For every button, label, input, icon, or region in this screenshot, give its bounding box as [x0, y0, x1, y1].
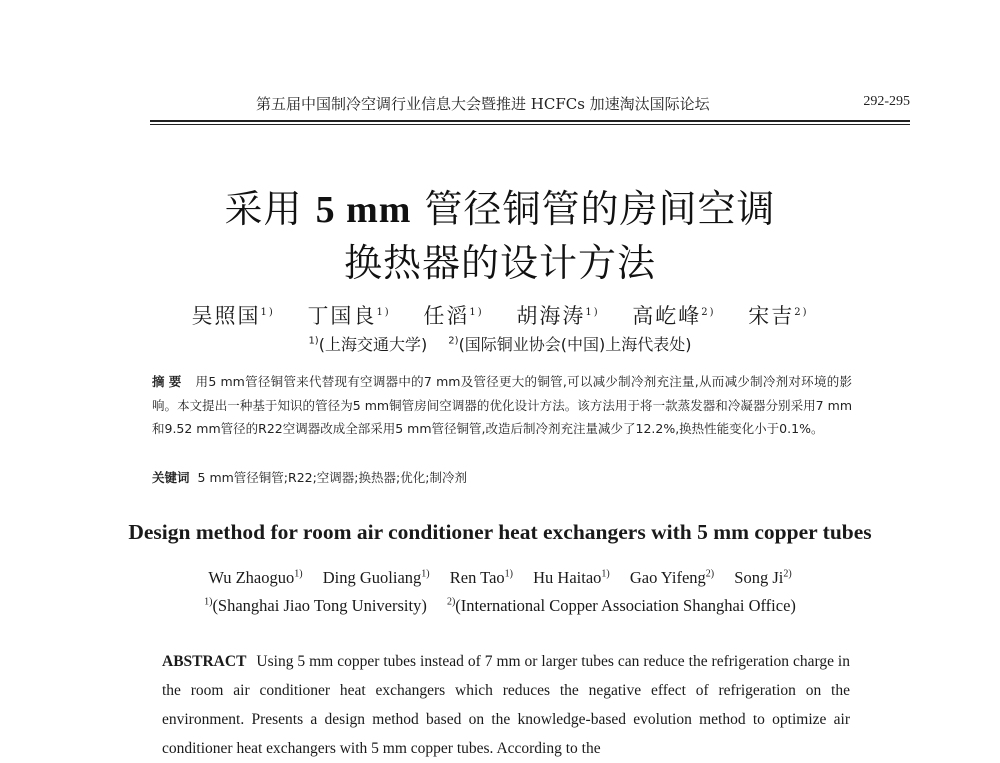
- author-en: Gao Yifeng$^{2)}$: [629, 568, 715, 587]
- affiliations-en: [0, 596, 1000, 616]
- authors-en: [0, 568, 1000, 588]
- abstract-en: [162, 647, 850, 763]
- abstract-cn-text: 用5 mm管径铜管来代替现有空调器中的7 mm及管径更大的铜管,可以减少制冷剂充注量,从而减少制冷剂对环境的影响。本文提出一种基于知识的管径为5 mm铜管房间空调器的优化设计方法。该方法用于将一款蒸发器和冷凝器分别采用7 mm和9.52 mm管径的R22空调器改成全部采用5 mm管径铜管,改造后制冷剂充注量减少了12.2%,换热性能变化小于0.1%。: [152, 374, 852, 436]
- affiliation-cn: $^{1)}$(上海交通大学): [308, 335, 428, 354]
- affiliation-en: $^{1)}$(Shanghai Jiao Tong University): [204, 596, 427, 615]
- title-cn-suffix: 管径铜管的房间空调: [424, 187, 776, 231]
- author-en: Hu Haitao$^{1)}$: [533, 568, 610, 587]
- title-cn-prefix: 采用: [224, 187, 303, 231]
- abstract-cn-label: 摘要: [152, 374, 186, 389]
- running-header: [150, 93, 910, 119]
- title-cn-line1: [0, 178, 1000, 233]
- authors-cn: [0, 300, 1000, 330]
- author-en: Wu Zhaoguo$^{1)}$: [208, 568, 303, 587]
- author-cn: 胡海涛$^{1)}$: [516, 304, 600, 328]
- author-en: Ding Guoliang$^{1)}$: [322, 568, 430, 587]
- affiliation-cn: $^{2)}$(国际铜业协会(中国)上海代表处): [448, 335, 692, 354]
- abstract-en-label: ABSTRACT: [162, 653, 247, 670]
- affiliation-en: $^{2)}$(International Copper Association Shanghai Office): [446, 596, 796, 615]
- header-rule-thick: [150, 120, 910, 122]
- author-cn: 吴照国$^{1)}$: [191, 304, 275, 328]
- affiliations-cn: [0, 332, 1000, 355]
- author-en: Song Ji$^{2)}$: [734, 568, 792, 587]
- abstract-cn: [152, 370, 852, 441]
- keywords-cn: [152, 468, 852, 486]
- keywords-cn-text: 5 mm管径铜管;R22;空调器;换热器;优化;制冷剂: [197, 470, 467, 485]
- page-range: 292-295: [863, 94, 910, 109]
- title-en: Design method for room air conditioner heat exchangers with 5 mm copper tubes: [128, 520, 872, 544]
- title-cn-tube-size: 5 mm: [315, 189, 412, 231]
- conference-name: 第五届中国制冷空调行业信息大会暨推进 HCFCs 加速淘汰国际论坛: [256, 95, 710, 113]
- keywords-cn-label: 关键词: [152, 470, 190, 485]
- author-cn: 丁国良$^{1)}$: [307, 304, 391, 328]
- author-cn: 任滔$^{1)}$: [423, 304, 484, 328]
- author-cn: 高屹峰$^{2)}$: [632, 304, 716, 328]
- header-rule-thin: [150, 124, 910, 125]
- abstract-en-text: Using 5 mm copper tubes instead of 7 mm or larger tubes can reduce the refrigeration charge in the room air conditioner heat exchangers which reduces the negative effect of refrigeration on the environment. Presents a design method based on the knowledge-based evolution method to optimize air conditioner heat exchangers with 5 mm copper tubes. According to the: [162, 653, 850, 757]
- author-en: Ren Tao$^{1)}$: [449, 568, 513, 587]
- title-cn-line2: 换热器的设计方法: [343, 241, 656, 285]
- author-cn: 宋吉$^{2)}$: [748, 304, 809, 328]
